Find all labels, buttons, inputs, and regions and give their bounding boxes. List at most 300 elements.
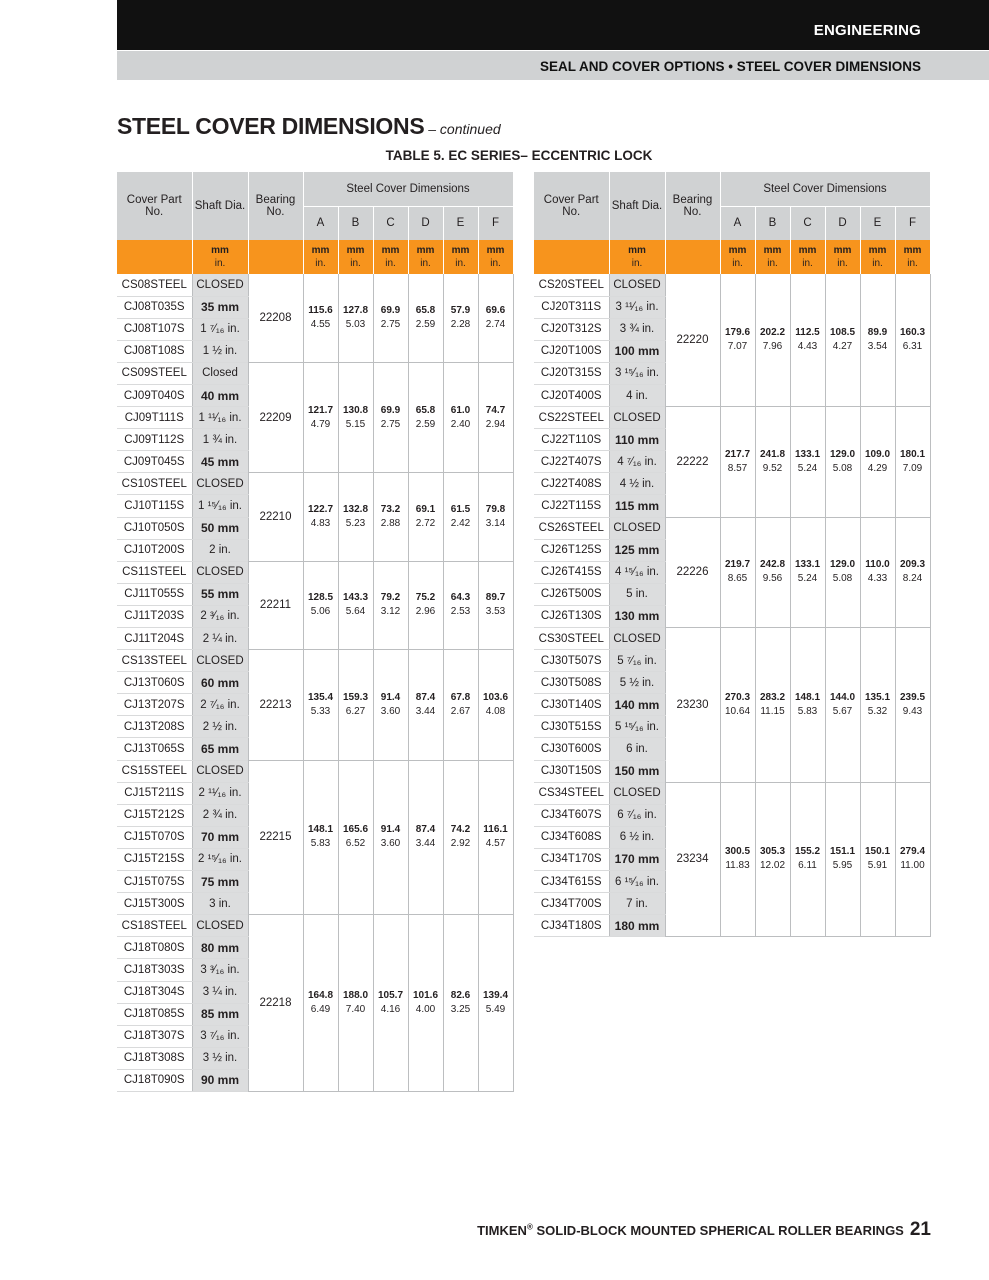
column-header-dim-b: B (755, 206, 790, 240)
dim-in-value: 4.00 (415, 1004, 436, 1016)
shaft-diameter: 6 ⁷⁄₁₆ in. (609, 804, 665, 826)
table-row (117, 274, 513, 296)
dim-c-value (373, 915, 408, 1092)
dim-c-value (373, 274, 408, 362)
dim-in-value: 7.96 (762, 341, 783, 353)
dim-in-value: 10.64 (724, 705, 751, 717)
dim-c-value (373, 650, 408, 760)
cover-part-number: CJ09T112S (117, 429, 192, 451)
dim-in-value: 2.28 (450, 318, 471, 330)
dim-a-value (303, 473, 338, 561)
page-number: 21 (909, 1219, 931, 1240)
shaft-diameter: CLOSED (609, 628, 665, 650)
table-row (534, 517, 930, 539)
dim-in-value: 5.15 (345, 418, 366, 430)
shaft-diameter: 1 ½ in. (192, 340, 248, 362)
table-row (534, 628, 930, 650)
table-row (534, 407, 930, 429)
subsection-title: SEAL AND COVER OPTIONS • STEEL COVER DIMENSIONS (539, 59, 921, 74)
dim-mm-value: 69.9 (380, 304, 401, 316)
shaft-diameter: 50 mm (192, 517, 248, 539)
dim-in-value: 8.65 (727, 573, 748, 585)
unit-in: in. (455, 258, 466, 269)
dim-a-value (720, 628, 755, 783)
dim-in-value: 9.43 (902, 705, 923, 717)
dim-in-value: 5.24 (797, 462, 818, 474)
dim-mm-value: 305.3 (759, 846, 786, 858)
unit-in: in. (732, 258, 743, 269)
dim-mm-value: 242.8 (759, 559, 786, 571)
dim-mm-value: 179.6 (724, 327, 751, 339)
cover-part-number: CJ30T600S (534, 738, 609, 760)
unit-mm: mm (211, 245, 229, 256)
shaft-diameter: 1 ¾ in. (192, 429, 248, 451)
dim-in-value: 5.08 (832, 573, 853, 585)
cover-part-number: CJ20T311S (534, 296, 609, 318)
footer-brand: TIMKEN (477, 1223, 527, 1238)
dim-in-value: 3.25 (450, 1004, 471, 1016)
cover-part-number: CJ30T507S (534, 650, 609, 672)
shaft-diameter: 5 ½ in. (609, 672, 665, 694)
cover-part-number: CS34STEEL (534, 782, 609, 804)
dim-b-value (338, 362, 373, 472)
table-row (534, 274, 930, 296)
page-title-suffix: – continued (424, 121, 501, 137)
dim-in-value: 5.49 (485, 1004, 506, 1016)
bearing-number: 22211 (248, 561, 303, 649)
dim-mm-value: 129.0 (829, 559, 856, 571)
dim-e-value (443, 650, 478, 760)
table-row (117, 650, 513, 672)
shaft-diameter: Closed (192, 362, 248, 384)
dim-mm-value: 61.5 (450, 504, 471, 516)
column-header-dim-f: F (478, 206, 513, 240)
page-title (117, 113, 501, 140)
shaft-diameter: CLOSED (192, 760, 248, 782)
dim-mm-value: 202.2 (759, 327, 786, 339)
dim-mm-value: 69.6 (485, 304, 506, 316)
dim-mm-value: 159.3 (342, 691, 369, 703)
column-header-dim-a: A (303, 206, 338, 240)
cover-part-number: CJ13T208S (117, 716, 192, 738)
dim-in-value: 2.59 (415, 418, 436, 430)
cover-part-number: CJ22T115S (534, 495, 609, 517)
cover-part-number: CJ26T500S (534, 583, 609, 605)
dim-f-value (478, 274, 513, 362)
cover-part-number: CJ08T035S (117, 296, 192, 318)
dim-e-value (860, 407, 895, 517)
steel-cover-table-right (534, 172, 931, 937)
shaft-diameter: 150 mm (609, 760, 665, 782)
dim-mm-value: 109.0 (864, 448, 891, 460)
unit-in: in. (872, 258, 883, 269)
dim-mm-value: 135.4 (307, 691, 334, 703)
column-header-bearing-no: Bearing No. (248, 172, 303, 240)
unit-mm: mm (763, 245, 782, 256)
dim-d-value (408, 473, 443, 561)
cover-part-number: CJ18T090S (117, 1069, 192, 1091)
cover-part-number: CJ15T215S (117, 848, 192, 870)
shaft-diameter: 70 mm (192, 826, 248, 848)
dim-mm-value: 91.4 (380, 824, 401, 836)
dim-mm-value: 74.7 (485, 404, 506, 416)
cover-part-number: CJ15T300S (117, 893, 192, 915)
dim-d-value (825, 274, 860, 407)
cover-part-number: CS10STEEL (117, 473, 192, 495)
dim-in-value: 5.91 (867, 860, 888, 872)
cover-part-number: CJ10T200S (117, 539, 192, 561)
unit-in: in. (631, 258, 643, 269)
dim-in-value: 2.94 (485, 418, 506, 430)
dim-in-value: 5.24 (797, 573, 818, 585)
cover-part-number: CJ10T115S (117, 495, 192, 517)
shaft-diameter: 2 ¹⁵⁄₁₆ in. (192, 848, 248, 870)
shaft-diameter: 55 mm (192, 583, 248, 605)
cover-part-number: CS20STEEL (534, 274, 609, 296)
shaft-diameter: 130 mm (609, 605, 665, 627)
dim-mm-value: 164.8 (307, 990, 334, 1002)
table-row (534, 782, 930, 804)
unit-in: in. (420, 258, 431, 269)
dim-mm-value: 82.6 (450, 990, 471, 1002)
dim-b-value (338, 473, 373, 561)
cover-part-number: CJ18T080S (117, 937, 192, 959)
column-header-shaft-dia: Shaft Dia. (609, 172, 665, 240)
dim-in-value: 2.75 (380, 418, 401, 430)
shaft-diameter: 90 mm (192, 1069, 248, 1091)
page-footer (477, 1219, 931, 1241)
dim-b-value (338, 650, 373, 760)
dim-in-value: 8.57 (727, 462, 748, 474)
shaft-diameter: 4 ⁷⁄₁₆ in. (609, 451, 665, 473)
dim-mm-value: 209.3 (899, 559, 926, 571)
dim-mm-value: 101.6 (412, 990, 439, 1002)
cover-part-number: CJ30T508S (534, 672, 609, 694)
dim-d-value (408, 274, 443, 362)
shaft-diameter: 3 ¼ in. (192, 981, 248, 1003)
dim-mm-value: 112.5 (795, 327, 820, 339)
dim-in-value: 3.60 (380, 838, 401, 850)
shaft-diameter: 3 ¾ in. (609, 318, 665, 340)
dim-c-value (790, 274, 825, 407)
unit-mm: mm (728, 245, 747, 256)
cover-part-number: CJ34T180S (534, 915, 609, 937)
bearing-number: 22218 (248, 915, 303, 1092)
unit-cell-dim (895, 240, 930, 274)
dim-e-value (443, 915, 478, 1092)
dim-b-value (338, 915, 373, 1092)
cover-part-number: CS30STEEL (534, 628, 609, 650)
unit-mm: mm (903, 245, 922, 256)
dim-in-value: 11.00 (900, 860, 925, 872)
bearing-number: 22213 (248, 650, 303, 760)
dim-in-value: 5.03 (345, 318, 366, 330)
dim-in-value: 11.15 (760, 705, 785, 717)
dim-d-value (408, 650, 443, 760)
dim-mm-value: 148.1 (794, 691, 821, 703)
unit-cell-blank (534, 240, 609, 274)
unit-mm: mm (346, 245, 365, 256)
dim-mm-value: 239.5 (899, 691, 926, 703)
dim-mm-value: 217.7 (724, 448, 751, 460)
dim-in-value: 8.24 (902, 573, 923, 585)
dim-in-value: 4.29 (867, 462, 888, 474)
table-row (117, 915, 513, 937)
dim-f-value (478, 561, 513, 649)
unit-mm: mm (628, 245, 646, 256)
shaft-diameter: 2 ⁷⁄₁₆ in. (192, 694, 248, 716)
dim-in-value: 5.33 (310, 705, 331, 717)
dim-mm-value: 130.8 (342, 404, 369, 416)
dim-a-value (720, 782, 755, 937)
shaft-diameter: 180 mm (609, 915, 665, 937)
dim-c-value (373, 561, 408, 649)
dim-in-value: 3.12 (380, 606, 401, 618)
bearing-number: 22215 (248, 760, 303, 915)
shaft-diameter: 1 ¹¹⁄₁₆ in. (192, 407, 248, 429)
unit-cell-dim (373, 240, 408, 274)
shaft-diameter: 2 ³⁄₁₆ in. (192, 605, 248, 627)
shaft-diameter: 75 mm (192, 871, 248, 893)
dim-a-value (720, 274, 755, 407)
dim-in-value: 5.83 (797, 705, 818, 717)
cover-part-number: CJ20T400S (534, 384, 609, 406)
bearing-number: 22222 (665, 407, 720, 517)
dim-e-value (443, 473, 478, 561)
unit-cell-blank (665, 240, 720, 274)
cover-part-number: CJ09T111S (117, 407, 192, 429)
unit-in: in. (315, 258, 326, 269)
dim-in-value: 11.83 (725, 860, 750, 872)
dim-f-value (895, 274, 930, 407)
cover-part-number: CJ26T415S (534, 561, 609, 583)
shaft-diameter: CLOSED (192, 915, 248, 937)
dim-mm-value: 64.3 (450, 592, 471, 604)
dim-mm-value: 283.2 (759, 691, 786, 703)
shaft-diameter: CLOSED (192, 274, 248, 296)
cover-part-number: CJ11T204S (117, 628, 192, 650)
dim-a-value (303, 650, 338, 760)
dim-mm-value: 135.1 (864, 691, 891, 703)
cover-part-number: CJ15T075S (117, 871, 192, 893)
dim-mm-value: 165.6 (342, 824, 369, 836)
dim-a-value (303, 561, 338, 649)
dim-in-value: 2.96 (415, 606, 436, 618)
cover-part-number: CJ08T108S (117, 340, 192, 362)
column-header-dim-c: C (790, 206, 825, 240)
dim-in-value: 2.72 (415, 518, 436, 530)
cover-part-number: CJ13T065S (117, 738, 192, 760)
cover-part-number: CJ18T308S (117, 1047, 192, 1069)
dim-b-value (755, 628, 790, 783)
cover-part-number: CS15STEEL (117, 760, 192, 782)
cover-part-number: CJ26T125S (534, 539, 609, 561)
shaft-diameter: 5 ¹⁵⁄₁₆ in. (609, 716, 665, 738)
dim-mm-value: 105.7 (377, 990, 404, 1002)
cover-part-number: CJ30T140S (534, 694, 609, 716)
cover-part-number: CS18STEEL (117, 915, 192, 937)
dim-in-value: 4.27 (832, 341, 853, 353)
shaft-diameter: 2 ¼ in. (192, 628, 248, 650)
dim-mm-value: 65.8 (415, 304, 436, 316)
footer-product: SOLID-BLOCK MOUNTED SPHERICAL ROLLER BEARINGS (532, 1223, 904, 1238)
dim-c-value (790, 407, 825, 517)
unit-cell-shaft (192, 240, 248, 274)
dim-f-value (895, 407, 930, 517)
dim-c-value (373, 473, 408, 561)
dim-in-value: 2.88 (380, 518, 401, 530)
column-header-dim-b: B (338, 206, 373, 240)
cover-part-number: CJ22T408S (534, 473, 609, 495)
unit-mm: mm (381, 245, 400, 256)
dim-mm-value: 79.8 (485, 504, 506, 516)
shaft-diameter: 3 ³⁄₁₆ in. (192, 959, 248, 981)
unit-cell-dim (860, 240, 895, 274)
dim-c-value (373, 760, 408, 915)
cover-part-number: CJ15T211S (117, 782, 192, 804)
unit-in: in. (385, 258, 396, 269)
column-header-bearing-no: Bearing No. (665, 172, 720, 240)
column-header-dim-f: F (895, 206, 930, 240)
dim-a-value (303, 760, 338, 915)
unit-mm: mm (833, 245, 852, 256)
dim-d-value (825, 517, 860, 627)
cover-part-number: CJ10T050S (117, 517, 192, 539)
cover-part-number: CJ18T303S (117, 959, 192, 981)
column-header-dim-d: D (408, 206, 443, 240)
table-row (117, 561, 513, 583)
cover-part-number: CJ09T040S (117, 384, 192, 406)
cover-part-number: CJ13T060S (117, 672, 192, 694)
column-header-dim-a: A (720, 206, 755, 240)
dim-mm-value: 127.8 (342, 304, 369, 316)
cover-part-number: CS13STEEL (117, 650, 192, 672)
cover-part-number: CJ20T100S (534, 340, 609, 362)
unit-in: in. (490, 258, 501, 269)
unit-cell-shaft (609, 240, 665, 274)
unit-in: in. (214, 258, 226, 269)
shaft-diameter: 1 ¹⁵⁄₁₆ in. (192, 495, 248, 517)
dim-d-value (408, 760, 443, 915)
shaft-diameter: 170 mm (609, 848, 665, 870)
shaft-diameter: 3 ½ in. (192, 1047, 248, 1069)
dim-in-value: 4.83 (310, 518, 331, 530)
dim-d-value (408, 915, 443, 1092)
dim-mm-value: 65.8 (415, 404, 436, 416)
dim-mm-value: 121.7 (307, 404, 334, 416)
shaft-diameter: 100 mm (609, 340, 665, 362)
dim-mm-value: 133.1 (794, 559, 821, 571)
dim-mm-value: 75.2 (415, 592, 436, 604)
dim-e-value (443, 561, 478, 649)
steel-cover-table-left (117, 172, 514, 1092)
cover-part-number: CJ18T304S (117, 981, 192, 1003)
unit-cell-dim (408, 240, 443, 274)
dim-b-value (755, 517, 790, 627)
cover-part-number: CJ30T515S (534, 716, 609, 738)
cover-part-number: CJ34T607S (534, 804, 609, 826)
cover-part-number: CJ34T170S (534, 848, 609, 870)
unit-mm: mm (486, 245, 505, 256)
column-header-dim-e: E (443, 206, 478, 240)
dim-mm-value: 67.8 (450, 691, 471, 703)
unit-mm: mm (416, 245, 435, 256)
dim-b-value (338, 274, 373, 362)
shaft-diameter: CLOSED (192, 473, 248, 495)
cover-part-number: CJ09T045S (117, 451, 192, 473)
dim-mm-value: 103.6 (482, 691, 509, 703)
dim-mm-value: 74.2 (450, 824, 471, 836)
cover-part-number: CJ26T130S (534, 605, 609, 627)
dim-mm-value: 270.3 (724, 691, 751, 703)
shaft-diameter: 3 ¹¹⁄₁₆ in. (609, 296, 665, 318)
dim-mm-value: 128.5 (307, 592, 334, 604)
cover-part-number: CJ20T315S (534, 362, 609, 384)
dim-mm-value: 143.3 (342, 592, 369, 604)
dim-e-value (860, 274, 895, 407)
dim-in-value: 6.31 (902, 341, 923, 353)
cover-part-number: CJ22T110S (534, 429, 609, 451)
unit-cell-dim (478, 240, 513, 274)
bearing-number: 23230 (665, 628, 720, 783)
dim-a-value (720, 407, 755, 517)
dim-d-value (408, 362, 443, 472)
shaft-diameter: 4 in. (609, 384, 665, 406)
dim-in-value: 3.53 (485, 606, 506, 618)
cover-part-number: CJ13T207S (117, 694, 192, 716)
section-title: ENGINEERING (813, 22, 921, 39)
dim-in-value: 5.67 (832, 705, 853, 717)
shaft-diameter: 4 ½ in. (609, 473, 665, 495)
dim-mm-value: 73.2 (380, 504, 401, 516)
shaft-diameter: 110 mm (609, 429, 665, 451)
table-caption: TABLE 5. EC SERIES– ECCENTRIC LOCK (385, 148, 653, 163)
shaft-diameter: 3 ⁷⁄₁₆ in. (192, 1025, 248, 1047)
shaft-diameter: 7 in. (609, 893, 665, 915)
dim-in-value: 6.52 (345, 838, 366, 850)
unit-cell-dim (755, 240, 790, 274)
dim-mm-value: 110.0 (865, 559, 890, 571)
dim-in-value: 2.42 (450, 518, 471, 530)
shaft-diameter: CLOSED (609, 407, 665, 429)
cover-part-number: CJ11T055S (117, 583, 192, 605)
dim-in-value: 2.74 (485, 318, 506, 330)
cover-part-number: CJ34T615S (534, 871, 609, 893)
column-header-dim-e: E (860, 206, 895, 240)
table-row (117, 362, 513, 384)
dim-mm-value: 151.1 (829, 846, 856, 858)
dim-a-value (720, 517, 755, 627)
dim-e-value (860, 628, 895, 783)
dim-mm-value: 133.1 (794, 448, 821, 460)
dim-mm-value: 69.9 (380, 404, 401, 416)
dim-b-value (338, 561, 373, 649)
dim-in-value: 5.23 (345, 518, 366, 530)
dim-a-value (303, 362, 338, 472)
table-row (117, 473, 513, 495)
unit-cell-dim (443, 240, 478, 274)
dim-b-value (338, 760, 373, 915)
shaft-diameter: 3 in. (192, 893, 248, 915)
bearing-number: 22208 (248, 274, 303, 362)
shaft-diameter: CLOSED (192, 561, 248, 583)
dim-f-value (478, 915, 513, 1092)
dim-mm-value: 132.8 (342, 504, 369, 516)
dim-f-value (895, 782, 930, 937)
dim-c-value (790, 517, 825, 627)
page-title-text: STEEL COVER DIMENSIONS (117, 113, 425, 139)
dim-f-value (478, 650, 513, 760)
